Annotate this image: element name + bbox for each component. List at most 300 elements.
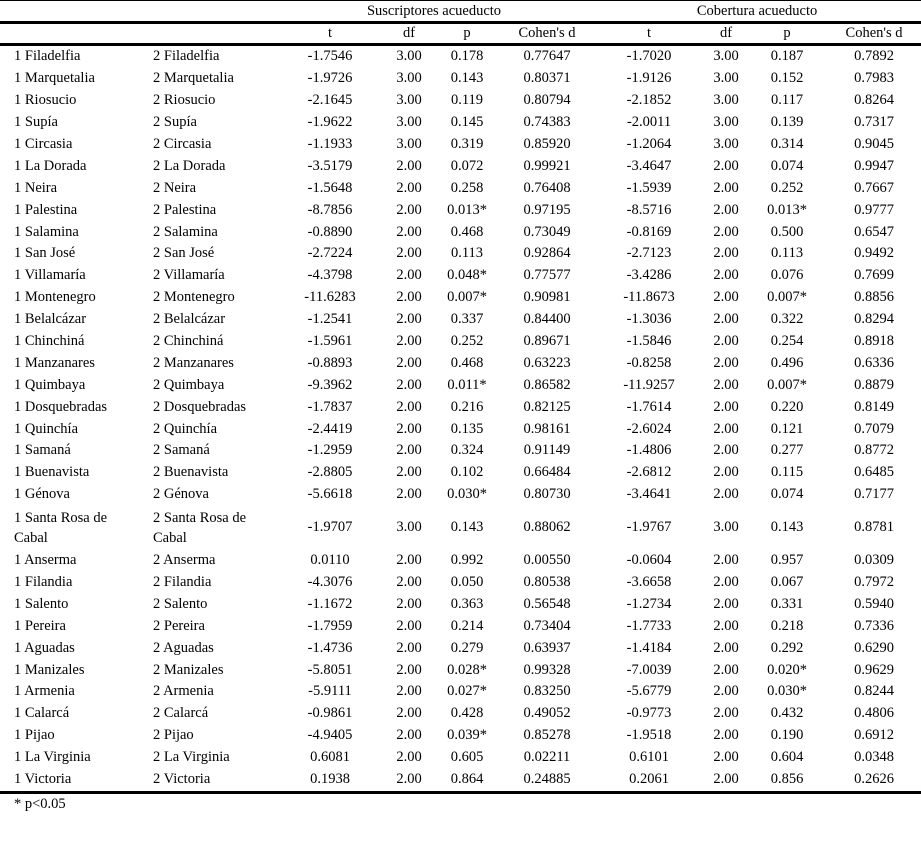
df-cell: 2.00 bbox=[713, 157, 739, 174]
t-cell: -0.8890 bbox=[307, 223, 353, 240]
group2-cell: 2 Génova bbox=[153, 486, 209, 503]
p-cell: 0.500 bbox=[770, 223, 804, 240]
table-row bbox=[0, 112, 921, 134]
df-cell: 2.00 bbox=[713, 574, 739, 591]
cohens-d-cell: 0.76408 bbox=[523, 179, 571, 196]
group1-cell: 1 Santa Rosa de Cabal bbox=[14, 509, 108, 546]
t-cell: -1.2541 bbox=[307, 311, 353, 328]
group2-cell: 2 San José bbox=[153, 245, 215, 262]
df-cell: 2.00 bbox=[713, 464, 739, 481]
df-cell: 3.00 bbox=[396, 136, 422, 152]
p-cell: 0.428 bbox=[450, 705, 484, 722]
p-cell: 0.048* bbox=[447, 267, 487, 284]
cohens-d-cell: 0.56548 bbox=[523, 595, 571, 612]
df-cell: 3.00 bbox=[713, 70, 739, 87]
t-cell: -0.8169 bbox=[626, 223, 672, 240]
p-cell: 0.074 bbox=[770, 157, 804, 174]
cohens-d-cell: 0.0348 bbox=[854, 749, 894, 766]
t-cell: -1.2734 bbox=[626, 595, 672, 612]
t-cell: -1.7614 bbox=[626, 398, 672, 415]
group2-cell: 2 Aguadas bbox=[153, 639, 214, 656]
p-cell: 0.337 bbox=[450, 311, 484, 328]
cohens-d-cell: 0.7983 bbox=[854, 70, 894, 87]
t-cell: -5.6618 bbox=[307, 486, 353, 503]
group1-cell: 1 Dosquebradas bbox=[14, 398, 108, 415]
cohens-d-cell: 0.80794 bbox=[523, 92, 571, 109]
t-cell: -1.9622 bbox=[307, 114, 353, 131]
t-cell: -1.1933 bbox=[307, 136, 353, 152]
t-cell: -8.7856 bbox=[307, 201, 353, 218]
p-cell: 0.252 bbox=[450, 333, 484, 350]
group1-cell: 1 San José bbox=[14, 245, 76, 262]
t-cell: -3.4641 bbox=[626, 486, 672, 503]
t-cell: -3.6658 bbox=[626, 574, 672, 591]
p-cell: 0.030* bbox=[767, 683, 807, 700]
df-cell: 2.00 bbox=[713, 486, 739, 503]
group2-cell: 2 Pijao bbox=[153, 727, 194, 744]
group2-cell: 2 Villamaría bbox=[153, 267, 225, 284]
group1-cell: 1 Quimbaya bbox=[14, 376, 86, 393]
cohens-d-cell: 0.8149 bbox=[854, 398, 894, 415]
column-header-cohens-d: Cohen's d bbox=[827, 23, 921, 45]
group1-cell: 1 Pijao bbox=[14, 727, 55, 744]
cohens-d-cell: 0.91149 bbox=[523, 442, 571, 459]
group1-cell: 1 Montenegro bbox=[14, 289, 96, 306]
t-cell: -3.5179 bbox=[307, 157, 353, 174]
table-row bbox=[0, 134, 921, 156]
cohens-d-cell: 0.7972 bbox=[854, 574, 894, 591]
df-cell: 2.00 bbox=[713, 442, 739, 459]
group1-cell: 1 Manizales bbox=[14, 661, 85, 678]
group1-cell: 1 Buenavista bbox=[14, 464, 90, 481]
group1-cell: 1 Filandia bbox=[14, 574, 73, 591]
t-cell: -1.1672 bbox=[307, 595, 353, 612]
df-cell: 2.00 bbox=[713, 705, 739, 722]
cohens-d-cell: 0.6485 bbox=[854, 464, 894, 481]
p-cell: 0.143 bbox=[770, 519, 804, 536]
p-cell: 0.604 bbox=[770, 749, 804, 766]
t-cell: -1.9126 bbox=[626, 70, 672, 87]
t-cell: -1.5846 bbox=[626, 333, 672, 350]
footnote: * p<0.05 bbox=[14, 795, 66, 812]
p-cell: 0.992 bbox=[450, 552, 484, 569]
p-cell: 0.013* bbox=[447, 201, 487, 218]
p-cell: 0.432 bbox=[770, 705, 804, 722]
df-cell: 2.00 bbox=[396, 420, 422, 437]
p-cell: 0.216 bbox=[450, 398, 484, 415]
t-cell: -11.9257 bbox=[623, 376, 675, 393]
group2-cell: 2 Marquetalia bbox=[153, 70, 234, 87]
cohens-d-cell: 0.6912 bbox=[854, 727, 894, 744]
table-row bbox=[0, 572, 921, 594]
column-header-p: p bbox=[433, 23, 501, 45]
p-cell: 0.864 bbox=[433, 769, 501, 792]
cohens-d-cell: 0.7177 bbox=[854, 486, 894, 503]
df-cell: 3.00 bbox=[396, 92, 422, 109]
cohens-d-cell: 0.9947 bbox=[854, 157, 894, 174]
t-cell: -1.7837 bbox=[307, 398, 353, 415]
group1-cell: 1 Circasia bbox=[14, 136, 73, 152]
group1-cell: 1 Anserma bbox=[14, 552, 77, 569]
p-cell: 0.314 bbox=[770, 136, 804, 152]
df-cell: 3.00 bbox=[713, 92, 739, 109]
df-cell: 2.00 bbox=[396, 617, 422, 634]
p-cell: 0.074 bbox=[770, 486, 804, 503]
df-cell: 3.00 bbox=[396, 519, 422, 536]
df-cell: 2.00 bbox=[713, 333, 739, 350]
cohens-d-cell: 0.63223 bbox=[523, 354, 571, 371]
p-cell: 0.957 bbox=[770, 552, 804, 569]
t-cell: -11.8673 bbox=[623, 289, 675, 306]
cohens-d-cell: 0.92864 bbox=[523, 245, 571, 262]
cohens-d-cell: 0.66484 bbox=[523, 464, 571, 481]
p-cell: 0.258 bbox=[450, 179, 484, 196]
cohens-d-cell: 0.6547 bbox=[854, 223, 894, 240]
group-header-suscriptores: Suscriptores acueducto bbox=[275, 1, 593, 23]
cohens-d-cell: 0.73404 bbox=[523, 617, 571, 634]
cohens-d-cell: 0.02211 bbox=[523, 749, 571, 766]
df-cell: 2.00 bbox=[713, 420, 739, 437]
p-cell: 0.020* bbox=[767, 661, 807, 678]
cohens-d-cell: 0.85278 bbox=[523, 727, 571, 744]
group2-cell: 2 Manzanares bbox=[153, 354, 234, 371]
group2-cell: 2 Pereira bbox=[153, 617, 205, 634]
group2-cell: 2 Salamina bbox=[153, 223, 218, 240]
t-cell: -2.7224 bbox=[307, 245, 353, 262]
table-row bbox=[0, 155, 921, 177]
group2-cell: 2 Belalcázar bbox=[153, 311, 226, 328]
cohens-d-cell: 0.7667 bbox=[854, 179, 894, 196]
p-cell: 0.363 bbox=[450, 595, 484, 612]
table-row bbox=[0, 68, 921, 90]
df-cell: 2.00 bbox=[396, 661, 422, 678]
t-cell: -1.2064 bbox=[626, 136, 672, 152]
df-cell: 2.00 bbox=[713, 683, 739, 700]
df-cell: 2.00 bbox=[713, 289, 739, 306]
table-row bbox=[0, 418, 921, 440]
cohens-d-cell: 0.8772 bbox=[854, 442, 894, 459]
table-row bbox=[0, 615, 921, 637]
group1-cell: 1 Salento bbox=[14, 595, 69, 612]
cohens-d-cell: 0.7699 bbox=[854, 267, 894, 284]
group2-cell: 2 Montenegro bbox=[153, 289, 235, 306]
t-cell: -4.9405 bbox=[307, 727, 353, 744]
table-row bbox=[0, 506, 921, 550]
df-cell: 2.00 bbox=[396, 267, 422, 284]
group2-cell: 2 Palestina bbox=[153, 201, 217, 218]
t-cell: -2.4419 bbox=[307, 420, 353, 437]
column-header-group2 bbox=[143, 23, 275, 45]
group1-cell: 1 Palestina bbox=[14, 201, 78, 218]
group2-cell: 2 La Dorada bbox=[153, 157, 226, 174]
cohens-d-cell: 0.6336 bbox=[854, 354, 894, 371]
column-header-p: p bbox=[747, 23, 827, 45]
df-cell: 2.00 bbox=[396, 683, 422, 700]
df-cell: 2.00 bbox=[713, 311, 739, 328]
p-cell: 0.027* bbox=[447, 683, 487, 700]
column-header-cohens-d: Cohen's d bbox=[501, 23, 593, 45]
t-cell: -1.9518 bbox=[626, 727, 672, 744]
df-cell: 3.00 bbox=[396, 70, 422, 87]
t-cell: -7.0039 bbox=[626, 661, 672, 678]
cohens-d-cell: 0.97195 bbox=[523, 201, 571, 218]
cohens-d-cell: 0.9492 bbox=[854, 245, 894, 262]
df-cell: 2.00 bbox=[396, 289, 422, 306]
cohens-d-cell: 0.86582 bbox=[523, 376, 571, 393]
group2-cell: 2 Quimbaya bbox=[153, 376, 225, 393]
t-cell: -2.6024 bbox=[626, 420, 672, 437]
p-cell: 0.254 bbox=[770, 333, 804, 350]
p-cell: 0.292 bbox=[770, 639, 804, 656]
cohens-d-cell: 0.84400 bbox=[523, 311, 571, 328]
df-cell: 2.00 bbox=[396, 595, 422, 612]
group1-cell: 1 Riosucio bbox=[14, 92, 77, 109]
cohens-d-cell: 0.82125 bbox=[523, 398, 571, 415]
group1-cell: 1 Salamina bbox=[14, 223, 79, 240]
df-cell: 2.00 bbox=[385, 769, 433, 792]
group1-cell: 1 Villamaría bbox=[14, 267, 86, 284]
group2-cell: 2 Neira bbox=[153, 179, 197, 196]
table-row bbox=[0, 703, 921, 725]
df-cell: 2.00 bbox=[713, 179, 739, 196]
group2-cell: 2 Quinchía bbox=[153, 420, 218, 437]
p-cell: 0.324 bbox=[450, 442, 484, 459]
p-cell: 0.072 bbox=[450, 157, 484, 174]
p-cell: 0.007* bbox=[767, 376, 807, 393]
table-row bbox=[0, 90, 921, 112]
t-cell: 0.0110 bbox=[310, 552, 350, 569]
df-cell: 2.00 bbox=[396, 201, 422, 218]
group-header-empty bbox=[0, 1, 275, 23]
cohens-d-cell: 0.99328 bbox=[523, 661, 571, 678]
cohens-d-cell: 0.63937 bbox=[523, 639, 571, 656]
t-cell: -2.1852 bbox=[626, 92, 672, 109]
t-cell: -0.0604 bbox=[626, 552, 672, 569]
t-cell: -1.5939 bbox=[626, 179, 672, 196]
cohens-d-cell: 0.73049 bbox=[523, 223, 571, 240]
table-row bbox=[0, 769, 921, 792]
group1-cell: 1 Samaná bbox=[14, 442, 71, 459]
cohens-d-cell: 0.0309 bbox=[854, 552, 894, 569]
table-row bbox=[0, 396, 921, 418]
t-cell: -8.5716 bbox=[626, 201, 672, 218]
df-cell: 2.00 bbox=[396, 376, 422, 393]
df-cell: 2.00 bbox=[713, 727, 739, 744]
p-cell: 0.468 bbox=[450, 354, 484, 371]
df-cell: 2.00 bbox=[396, 442, 422, 459]
group1-cell: 1 Pereira bbox=[14, 617, 66, 634]
table-row bbox=[0, 221, 921, 243]
table-row bbox=[0, 331, 921, 353]
group1-cell: 1 La Dorada bbox=[14, 157, 87, 174]
p-cell: 0.143 bbox=[450, 70, 484, 87]
df-cell: 2.00 bbox=[396, 333, 422, 350]
cohens-d-cell: 0.7336 bbox=[854, 617, 894, 634]
df-cell: 2.00 bbox=[396, 157, 422, 174]
cohens-d-cell: 0.88062 bbox=[523, 519, 571, 536]
group2-cell: 2 Dosquebradas bbox=[153, 398, 247, 415]
t-cell: -3.4286 bbox=[626, 267, 672, 284]
t-cell: -11.6283 bbox=[304, 289, 356, 306]
t-cell: 0.1938 bbox=[275, 769, 385, 792]
df-cell: 2.00 bbox=[396, 705, 422, 722]
group2-cell: 2 Santa Rosa de Cabal bbox=[153, 509, 247, 546]
t-cell: -0.8893 bbox=[307, 354, 353, 371]
p-cell: 0.050 bbox=[450, 574, 484, 591]
group1-cell: 1 Belalcázar bbox=[14, 311, 87, 328]
group2-cell: 2 Chinchiná bbox=[153, 333, 224, 350]
t-cell: -1.9767 bbox=[626, 519, 672, 536]
df-cell: 3.00 bbox=[396, 114, 422, 131]
column-header-t: t bbox=[275, 23, 385, 45]
p-cell: 0.178 bbox=[450, 48, 484, 65]
group2-cell: 2 Manizales bbox=[153, 661, 224, 678]
group2-cell: 2 Buenavista bbox=[153, 464, 229, 481]
p-cell: 0.605 bbox=[450, 749, 484, 766]
df-cell: 2.00 bbox=[396, 311, 422, 328]
table-row bbox=[0, 725, 921, 747]
df-cell: 2.00 bbox=[713, 267, 739, 284]
t-cell: -5.6779 bbox=[626, 683, 672, 700]
df-cell: 2.00 bbox=[713, 552, 739, 569]
cohens-d-cell: 0.89671 bbox=[523, 333, 571, 350]
p-cell: 0.013* bbox=[767, 201, 807, 218]
cohens-d-cell: 0.77647 bbox=[523, 48, 571, 65]
table-row bbox=[0, 681, 921, 703]
table-row bbox=[0, 374, 921, 396]
table-row bbox=[0, 45, 921, 68]
group2-cell: 2 Supía bbox=[153, 114, 197, 131]
p-cell: 0.145 bbox=[450, 114, 484, 131]
df-cell: 2.00 bbox=[396, 574, 422, 591]
df-cell: 2.00 bbox=[396, 749, 422, 766]
cohens-d-cell: 0.9629 bbox=[854, 661, 894, 678]
p-cell: 0.007* bbox=[447, 289, 487, 306]
group1-cell: 1 Génova bbox=[14, 486, 70, 503]
table-row bbox=[0, 352, 921, 374]
group2-cell: 2 Circasia bbox=[153, 136, 212, 152]
df-cell: 3.00 bbox=[396, 48, 422, 65]
df-cell: 2.00 bbox=[713, 595, 739, 612]
t-cell: -2.1645 bbox=[307, 92, 353, 109]
table-row bbox=[0, 243, 921, 265]
t-cell: -9.3962 bbox=[307, 376, 353, 393]
t-cell: -2.0011 bbox=[626, 114, 672, 131]
t-cell: -1.5648 bbox=[307, 179, 353, 196]
t-cell: -2.7123 bbox=[626, 245, 672, 262]
p-cell: 0.135 bbox=[450, 420, 484, 437]
df-cell: 2.00 bbox=[396, 552, 422, 569]
p-cell: 0.067 bbox=[770, 574, 804, 591]
df-cell: 2.00 bbox=[713, 354, 739, 371]
t-cell: -0.9861 bbox=[307, 705, 353, 722]
table-row bbox=[0, 484, 921, 506]
cohens-d-cell: 0.49052 bbox=[523, 705, 571, 722]
table-row bbox=[0, 659, 921, 681]
cohens-d-cell: 0.99921 bbox=[523, 157, 571, 174]
p-cell: 0.252 bbox=[770, 179, 804, 196]
group-header-row bbox=[0, 1, 921, 23]
cohens-d-cell: 0.90981 bbox=[523, 289, 571, 306]
group1-cell: 1 Armenia bbox=[14, 683, 75, 700]
p-cell: 0.011* bbox=[447, 376, 487, 393]
t-cell: 0.6101 bbox=[629, 749, 669, 766]
t-cell: -1.2959 bbox=[307, 442, 353, 459]
cohens-d-cell: 0.8856 bbox=[854, 289, 894, 306]
df-cell: 2.00 bbox=[713, 398, 739, 415]
t-cell: -0.9773 bbox=[626, 705, 672, 722]
df-cell: 2.00 bbox=[713, 201, 739, 218]
p-cell: 0.319 bbox=[450, 136, 484, 152]
column-header-group1 bbox=[0, 23, 143, 45]
p-cell: 0.187 bbox=[770, 48, 804, 65]
df-cell: 2.00 bbox=[396, 354, 422, 371]
group1-cell: 1 Victoria bbox=[0, 769, 143, 792]
p-cell: 0.143 bbox=[450, 519, 484, 536]
df-cell: 2.00 bbox=[396, 398, 422, 415]
p-cell: 0.218 bbox=[770, 617, 804, 634]
p-cell: 0.039* bbox=[447, 727, 487, 744]
cohens-d-cell: 0.4806 bbox=[854, 705, 894, 722]
cohens-d-cell: 0.8264 bbox=[854, 92, 894, 109]
df-cell: 2.00 bbox=[396, 245, 422, 262]
t-cell: -0.8258 bbox=[626, 354, 672, 371]
cohens-d-cell: 0.80538 bbox=[523, 574, 571, 591]
t-cell: -1.5961 bbox=[307, 333, 353, 350]
p-cell: 0.007* bbox=[767, 289, 807, 306]
t-cell: -4.3798 bbox=[307, 267, 353, 284]
group2-cell: 2 Victoria bbox=[143, 769, 275, 792]
p-cell: 0.856 bbox=[747, 769, 827, 792]
p-cell: 0.102 bbox=[450, 464, 484, 481]
group2-cell: 2 Calarcá bbox=[153, 705, 209, 722]
table-row bbox=[0, 550, 921, 572]
table-row bbox=[0, 593, 921, 615]
cohens-d-cell: 0.77577 bbox=[523, 267, 571, 284]
p-cell: 0.115 bbox=[770, 464, 804, 481]
column-header-row bbox=[0, 23, 921, 45]
table-body bbox=[0, 45, 921, 793]
group2-cell: 2 Samaná bbox=[153, 442, 210, 459]
t-cell: -1.7733 bbox=[626, 617, 672, 634]
group1-cell: 1 Supía bbox=[14, 114, 58, 131]
df-cell: 2.00 bbox=[396, 486, 422, 503]
t-cell: -5.9111 bbox=[308, 683, 352, 700]
group1-cell: 1 Quinchía bbox=[14, 420, 79, 437]
t-cell: -2.8805 bbox=[307, 464, 353, 481]
p-cell: 0.113 bbox=[450, 245, 484, 262]
table-row bbox=[0, 440, 921, 462]
group1-cell: 1 La Virginia bbox=[14, 749, 91, 766]
p-cell: 0.152 bbox=[770, 70, 804, 87]
table-row bbox=[0, 309, 921, 331]
column-header-df: df bbox=[705, 23, 747, 45]
cohens-d-cell: 0.7892 bbox=[854, 48, 894, 65]
group2-cell: 2 Filandia bbox=[153, 574, 212, 591]
df-cell: 2.00 bbox=[396, 639, 422, 656]
df-cell: 2.00 bbox=[713, 376, 739, 393]
group2-cell: 2 La Virginia bbox=[153, 749, 230, 766]
df-cell: 2.00 bbox=[396, 727, 422, 744]
t-cell: -1.7546 bbox=[307, 48, 353, 65]
cohens-d-cell: 0.8879 bbox=[854, 376, 894, 393]
table-row bbox=[0, 199, 921, 221]
df-cell: 2.00 bbox=[396, 464, 422, 481]
group1-cell: 1 Filadelfia bbox=[14, 48, 81, 65]
cohens-d-cell: 0.85920 bbox=[523, 136, 571, 152]
group2-cell: 2 Filadelfia bbox=[153, 48, 220, 65]
cohens-d-cell: 0.98161 bbox=[523, 420, 571, 437]
